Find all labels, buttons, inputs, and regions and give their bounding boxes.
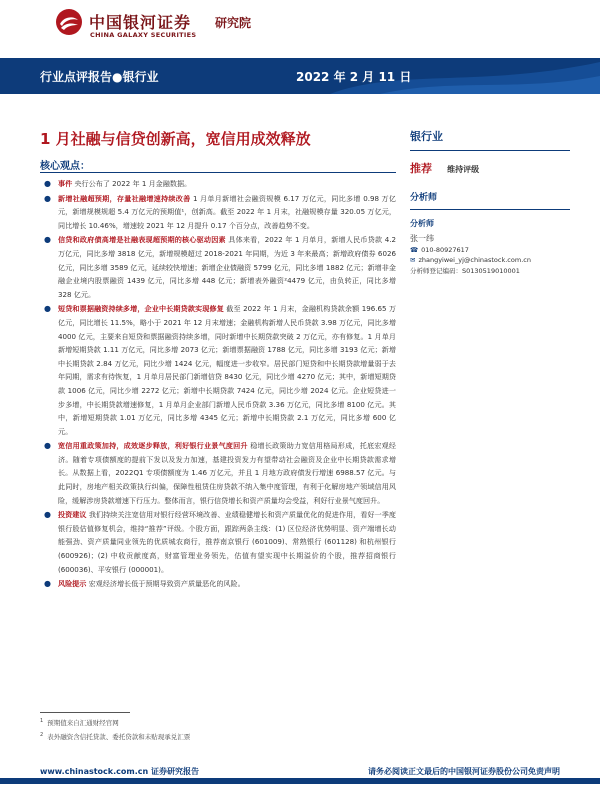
bullet-icon: ● — [44, 579, 51, 589]
bullet-icon: ● — [44, 193, 51, 203]
galaxy-logo-icon — [55, 8, 83, 36]
report-type: 行业点评报告●银行业 — [40, 70, 159, 84]
bullet-icon: ● — [44, 235, 51, 245]
rating-value: 推荐 — [410, 162, 432, 175]
bullet-item: ● 事件 央行公布了 2022 年 1 月金融数据。 — [40, 177, 396, 191]
analyst-name: 张一纬 — [410, 234, 434, 243]
footnote: $^1$ 预期值来自汇通财经官网 — [40, 718, 119, 728]
analyst-cert: 分析师登记编码：S0130519010001 — [410, 267, 520, 275]
institute-label: 研究院 — [215, 16, 252, 30]
bullet-item: ● 新增社融超预期，存量社融增速持续改善 1 月单月新增社会融资规模 6.17 万亿元，同比多增 0.98 万亿元，新增规模规超 5.4 万亿元的预期值¹，创新高。截至 2022 年 1 月末，社融规模存量 320.05 万亿元，同比增长 10.46%，增速较 2021 年 12 月提升 0.17 个百分点，改善趋势不变。 — [44, 193, 396, 230]
email-icon: ✉ — [410, 256, 416, 264]
bullet-icon: ● — [44, 304, 51, 314]
bullet-icon: ● — [44, 179, 51, 188]
bullet-item: ● 投资建议 我们持续关注宽信用对银行经营环境改善、业绩稳健增长和资产质量优化的促进作用，看好一季度银行股估值修复机会，维持“推荐”评级。个股方面，跟踪两条主线：(1) 区位经济优势明显、资产端增长动能强劲、资产质量同业领先的优质城农商行，推荐南京银行 (601009)、常熟银行 (601128) 和杭州银行 (600926)；(2) 中收贡献度高，财富管理业务领先，估值有望实现中长期溢价的个股，推荐招商银行 (600036)、平安银行 (000001)。 — [44, 510, 396, 574]
divider — [410, 150, 570, 151]
phone-icon: ☎ — [410, 246, 419, 254]
analyst-section-title: 分析师 — [410, 193, 438, 203]
sidebar — [410, 128, 570, 275]
rating — [410, 157, 570, 176]
bullet-item: ● 风险提示 宏观经济增长低于预期导致资产质量恶化的风险。 — [40, 577, 396, 591]
bullet-item: ● 宽信用重政策加持，成效逐步释放，利好银行业景气度回升 稳增长政策助力宽信用格局形成，托底宏观经济。随着专项债额度的提前下发以及发力加速，基建投资发力有望带动社会融资及企业中长期贷款需求增长。从数据上看，2022Q1 专项债额度为 1.46 万亿元，并且 1 月地方政府债发行增速 6988.57 亿元。与此同时，房地产相关政策执行纠偏，保障性租赁住房贷款不纳入集中度管理，有利于化解房地产领域信用风险，缓解涉房贷款增速下行压力。整体而言，银行信贷增长和资产质量均会受益，利好行业景气度回升。 — [44, 441, 396, 505]
footer-disclaimer: 请务必阅读正文最后的中国银河证券股份公司免责声明 — [368, 767, 560, 776]
bullet-item: ● 短贷和票据融资持续多增，企业中长期贷款实现修复 截至 2022 年 1 月末，金融机构贷款余额 196.65 万亿元，同比增长 11.5%，略小于 2021 年 12 月末增速；金融机构新增人民币贷款 3.98 万亿元，同比多增 4000 亿元，主要来自短贷和票据融资持续多增，同时新增中长期贷款突破 2 万亿元，亦有修复。1 月单月新增短期贷款 1.11 万亿元，同比多增 2073 亿元；新增票据融资 1788 亿元，同比多增 3193 亿元；新增中长期贷款 2.84 万亿元，同比少增 1424 亿元，幅度进一步收窄。居民部门短贷和中长期贷款增量弱于去年同期，需求有待恢复，1 月单月居民部门新增信贷 8430 亿元，同比少增 4270 亿元；其中，新增短期贷款 1006 亿元，同比少增 2272 亿元；新增中长期贷款 7424 亿元，同比少增 2024 亿元。企业短贷进一步多增，中长期贷款增速修复，1 月单月企业部门新增人民币贷款 3.36 万亿元，同比多增 8100 亿元。其中，新增短期贷款 1.01 万亿元，同比多增 4345 亿元；新增中长期贷款 2.1 万亿元，同比多增 600 亿元。 — [44, 304, 396, 436]
industry-label: 银行业 — [410, 130, 443, 143]
core-view-label: 核心观点： — [40, 161, 90, 172]
analyst-label: 分析师 — [410, 219, 434, 228]
report-date: 2022 年 2 月 11 日 — [296, 70, 412, 84]
divider — [410, 209, 570, 210]
bullet-icon: ● — [44, 441, 51, 451]
bullet-icon: ● — [44, 510, 51, 520]
footnote-divider — [40, 712, 130, 713]
company-name-cn: 中国银河证券 — [89, 13, 192, 32]
report-banner — [0, 58, 600, 94]
analyst-phone: ☎ 010-80927617 — [410, 246, 469, 254]
footer-website[interactable]: www.chinastock.com.cn 证券研究报告 — [40, 767, 199, 776]
analyst-email[interactable]: ✉ zhangyiwei_yj@chinastock.com.cn — [410, 256, 531, 264]
main-content — [40, 172, 396, 702]
footnote: $^2$ 表外融资含信托贷款、委托贷款和未贴现承兑汇票 — [40, 732, 191, 742]
bullet-item: ● 信贷和政府债高增是社融表现超预期的核心驱动因素 具体来看，2022 年 1 月单月，新增人民币贷款 4.2 万亿元，同比多增 3818 亿元，新增规模超过 2018-2021 年同期，为近 3 年来最高；新增政府债券 6026 亿元，同比多增 3589 亿元，延续较快增速；新增企业债融资 5799 亿元，同比多增 1882 亿元；新增非金融企业境内股票融资 1439 亿元，同比多增 448 亿元；新增表外融资²4479 亿元，由负转正，同比多增 328 亿元。 — [44, 235, 396, 299]
divider — [40, 172, 396, 173]
company-name-en: CHINA GALAXY SECURITIES — [90, 31, 197, 39]
page-title: 1 月社融与信贷创新高，宽信用成效释放 — [40, 130, 311, 148]
rating-note: 维持评级 — [447, 165, 480, 174]
